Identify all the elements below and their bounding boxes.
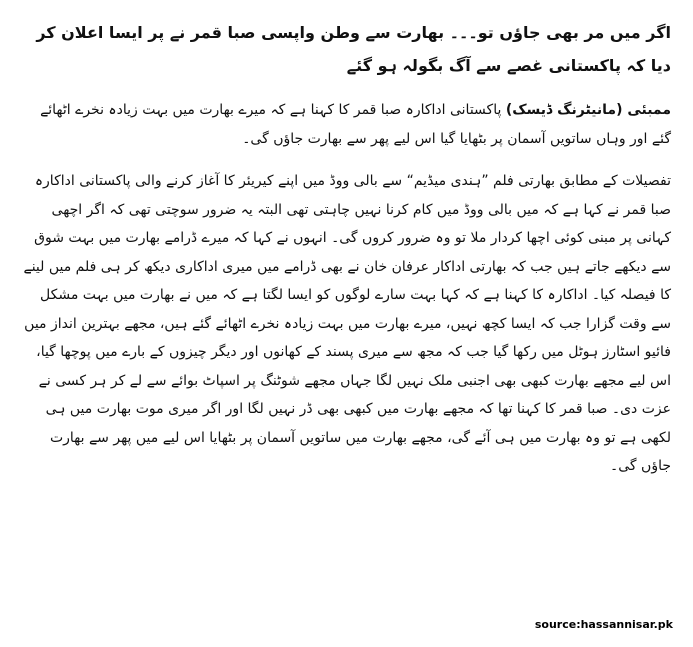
article-intro bbox=[18, 96, 671, 153]
article-body: تفصیلات کے مطابق بھارتی فلم ”ہندی میڈیم“ سے بالی ووڈ میں اپنے کیریئر کا آغاز کرنے والی پاکستانی اداکارہ صبا قمر نے کہا ہے کہ میں بالی ووڈ میں کام کرنا نہیں چاہتی تھی البتہ یہ ضرور سوچتی تھی کہ اگر اچھی کہانی پر مبنی کوئی اچھا کردار ملا تو وہ ضرور کروں گی۔ انہوں نے کہا کہ میرے ڈرامے بھارت میں بہت شوق سے دیکھے جاتے ہیں جب کہ بھارتی اداکار عرفان خان نے بھی ڈرامے میں میری اداکاری دیکھ کر ہی فلم میں لینے کا فیصلہ کیا۔ اداکارہ کا کہنا ہے کہ کہا بہت سارے لوگوں کو ایسا لگتا ہے کہ میں نے بھارت میں بہت مشکل سے وقت گزارا جب کہ ایسا کچھ نہیں، میرے بھارت میں بہت زیادہ نخرے اٹھائے گئے ہیں، مجھے بہترین انداز میں فائیو اسٹارز ہوٹل میں رکھا گیا جب کہ مجھ سے میری پسند کے کھانوں اور دیگر چیزوں کے بارے میں پوچھا گیا، اس لیے مجھے بھارت کبھی بھی اجنبی ملک نہیں لگا جہاں مجھے شوٹنگ پر اسپاٹ بوائے سے لے کر ہر کسی نے عزت دی۔ صبا قمر کا کہنا تھا کہ مجھے بھارت میں کبھی بھی ڈر نہیں لگا اور اگر میری موت بھارت میں ہی لکھی ہے تو وہ بھارت میں ہی آئے گی، مجھے بھارت میں ساتویں آسمان پر بٹھایا اس لیے میں پھر سے بھارت جاؤں گی۔ bbox=[23, 173, 671, 474]
article-headline: اگر میں مر بھی جاؤں تو۔۔۔ بھارت سے وطن واپسی صبا قمر نے پر ایسا اعلان کر دیا کہ پاکستانی غصے سے آگ بگولہ ہو گئے bbox=[36, 23, 671, 75]
article-intro-body: پاکستانی اداکارہ صبا قمر کا کہنا ہے کہ میرے بھارت میں بہت زیادہ نخرے اٹھائے گئے اور وہاں ساتویں آسمان پر بٹھایا گیا اس لیے پھر سے بھارت جاؤں گی۔ bbox=[40, 102, 671, 147]
article-dateline: ممبئی (مانیٹرنگ ڈیسک) bbox=[505, 102, 671, 118]
source-credit: source:hassannisar.pk bbox=[534, 618, 673, 631]
